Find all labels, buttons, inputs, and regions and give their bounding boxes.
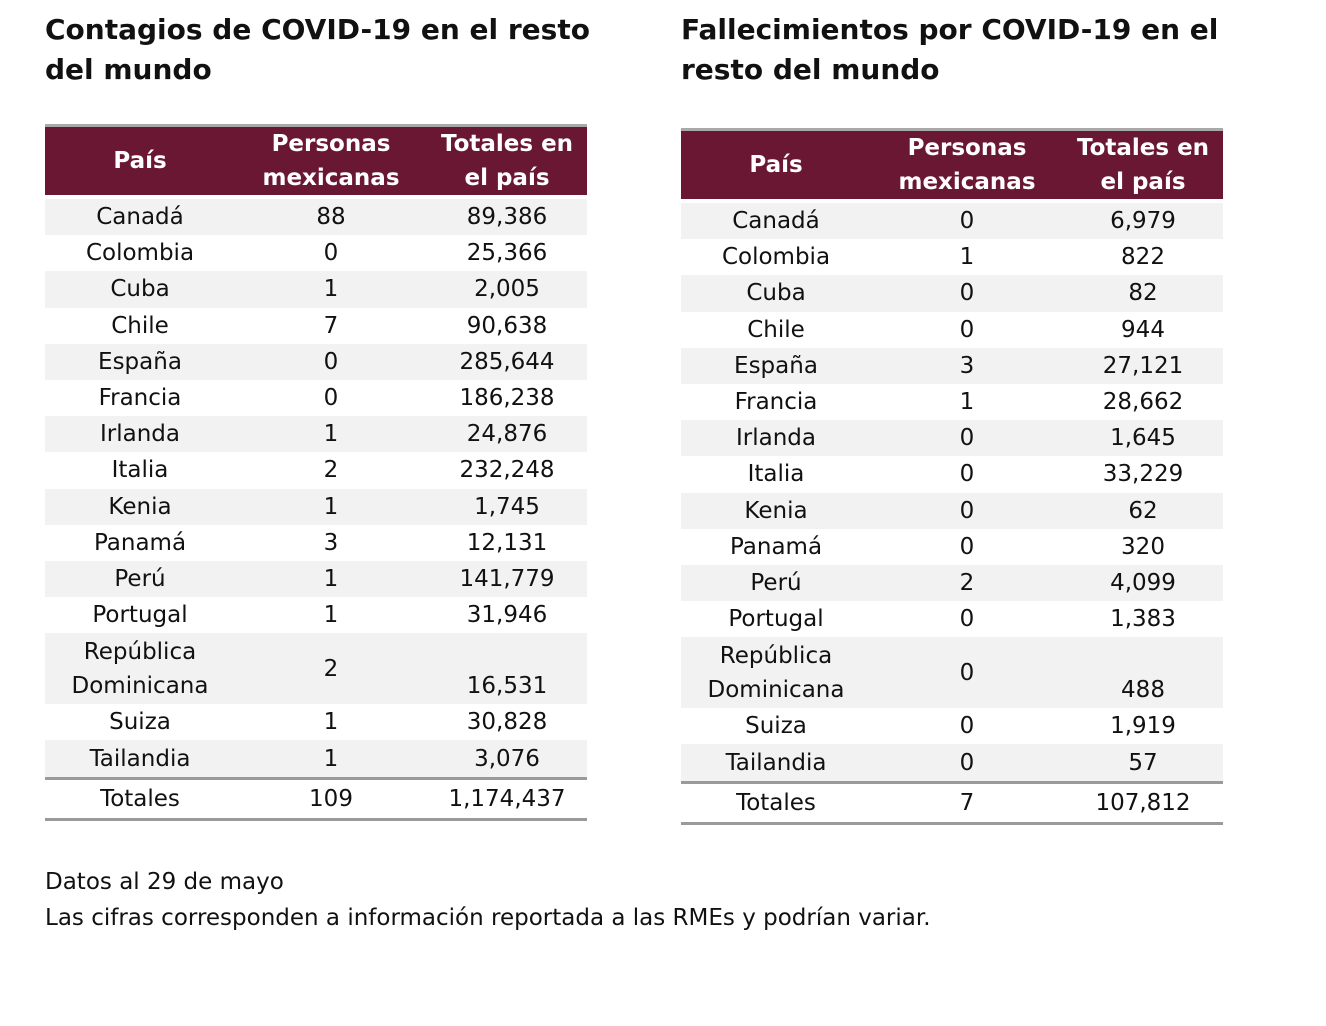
fallecimientos-table [681, 128, 1223, 825]
country-cell: Tailandia [681, 744, 871, 782]
data-date-note: Datos al 29 de mayo [45, 869, 284, 895]
country-cell: Perú [681, 565, 871, 601]
table-row [681, 239, 1223, 275]
country-cell: Cuba [681, 275, 871, 311]
country-cell: Italia [681, 456, 871, 492]
table-row [681, 708, 1223, 744]
personas-cell: 7 [235, 308, 427, 344]
table-row [45, 597, 587, 633]
personas-cell: 1 [235, 704, 427, 740]
table-row [45, 561, 587, 597]
table-row [45, 452, 587, 488]
personas-cell: 1 [871, 384, 1063, 420]
total-cell: 232,248 [427, 452, 587, 488]
total-cell: 16,531 [427, 633, 587, 704]
personas-cell: 1 [235, 271, 427, 307]
table-row [45, 525, 587, 561]
footnotes [45, 864, 1245, 936]
totals-row [45, 778, 587, 819]
total-cell: 944 [1063, 312, 1223, 348]
country-cell: Francia [681, 384, 871, 420]
personas-cell: 0 [871, 529, 1063, 565]
totals-row [681, 782, 1223, 823]
table-row [681, 312, 1223, 348]
contagios-title: Contagios de COVID-19 en el resto del mundo [45, 13, 590, 86]
table-row [45, 308, 587, 344]
contagios-table [45, 124, 587, 821]
table-row [45, 489, 587, 525]
table-row [45, 704, 587, 740]
personas-cell: 88 [235, 197, 427, 235]
personas-cell: 0 [871, 201, 1063, 239]
country-cell: Italia [45, 452, 235, 488]
personas-cell: 0 [235, 344, 427, 380]
totals-personas: 109 [235, 778, 427, 819]
table-row [681, 493, 1223, 529]
total-cell: 320 [1063, 529, 1223, 565]
header-personas-mexicanas: Personas mexicanas [235, 126, 427, 198]
personas-cell: 1 [235, 489, 427, 525]
table-header-row [45, 126, 587, 198]
total-cell: 25,366 [427, 235, 587, 271]
total-cell: 30,828 [427, 704, 587, 740]
total-cell: 6,979 [1063, 201, 1223, 239]
total-cell: 4,099 [1063, 565, 1223, 601]
personas-cell: 0 [871, 601, 1063, 637]
total-cell: 141,779 [427, 561, 587, 597]
table-row [45, 740, 587, 778]
country-cell: Tailandia [45, 740, 235, 778]
totals-personas: 7 [871, 782, 1063, 823]
total-cell: 24,876 [427, 416, 587, 452]
country-cell: Suiza [45, 704, 235, 740]
total-cell: 3,076 [427, 740, 587, 778]
totals-label: Totales [681, 782, 871, 823]
personas-cell: 0 [871, 420, 1063, 456]
total-cell: 488 [1063, 637, 1223, 708]
table-row [45, 380, 587, 416]
total-cell: 12,131 [427, 525, 587, 561]
country-cell: República Dominicana [45, 633, 235, 704]
country-cell: Irlanda [45, 416, 235, 452]
fallecimientos-title: Fallecimientos por COVID-19 en el resto del mundo [681, 13, 1219, 86]
total-cell: 1,919 [1063, 708, 1223, 744]
country-cell: Chile [45, 308, 235, 344]
table-row [681, 601, 1223, 637]
table-row [681, 744, 1223, 782]
header-personas-mexicanas: Personas mexicanas [871, 130, 1063, 202]
total-cell: 1,745 [427, 489, 587, 525]
personas-cell: 0 [871, 637, 1063, 708]
personas-cell: 0 [871, 744, 1063, 782]
total-cell: 822 [1063, 239, 1223, 275]
personas-cell: 1 [235, 561, 427, 597]
personas-cell: 3 [235, 525, 427, 561]
country-cell: España [681, 348, 871, 384]
table-row [681, 275, 1223, 311]
table-header-row [681, 130, 1223, 202]
total-cell: 82 [1063, 275, 1223, 311]
country-cell: Cuba [45, 271, 235, 307]
personas-cell: 0 [871, 456, 1063, 492]
country-cell: Chile [681, 312, 871, 348]
country-cell: Suiza [681, 708, 871, 744]
total-cell: 1,383 [1063, 601, 1223, 637]
total-cell: 186,238 [427, 380, 587, 416]
disclaimer-note: Las cifras corresponden a información reportada a las RMEs y podrían variar. [45, 905, 931, 931]
country-cell: Panamá [681, 529, 871, 565]
table-row [681, 420, 1223, 456]
totals-totales: 107,812 [1063, 782, 1223, 823]
table-row [681, 384, 1223, 420]
total-cell: 285,644 [427, 344, 587, 380]
personas-cell: 3 [871, 348, 1063, 384]
table-row [45, 416, 587, 452]
country-cell: Portugal [45, 597, 235, 633]
personas-cell: 1 [235, 740, 427, 778]
total-cell: 27,121 [1063, 348, 1223, 384]
personas-cell: 2 [871, 565, 1063, 601]
table-row [681, 348, 1223, 384]
personas-cell: 0 [235, 380, 427, 416]
country-cell: Canadá [45, 197, 235, 235]
totals-totales: 1,174,437 [427, 778, 587, 819]
country-cell: Kenia [681, 493, 871, 529]
country-cell: Portugal [681, 601, 871, 637]
personas-cell: 1 [235, 416, 427, 452]
country-cell: Perú [45, 561, 235, 597]
country-cell: República Dominicana [681, 637, 871, 708]
country-cell: Kenia [45, 489, 235, 525]
personas-cell: 1 [235, 597, 427, 633]
table-row [681, 201, 1223, 239]
table-row [45, 235, 587, 271]
table-row [681, 529, 1223, 565]
table-row [45, 197, 587, 235]
personas-cell: 0 [871, 493, 1063, 529]
personas-cell: 0 [871, 275, 1063, 311]
header-pais: País [45, 126, 235, 198]
header-totales-pais: Totales en el país [1063, 130, 1223, 202]
total-cell: 57 [1063, 744, 1223, 782]
country-cell: Irlanda [681, 420, 871, 456]
personas-cell: 0 [871, 312, 1063, 348]
total-cell: 90,638 [427, 308, 587, 344]
totals-label: Totales [45, 778, 235, 819]
table-row [45, 271, 587, 307]
country-cell: Panamá [45, 525, 235, 561]
table-row [681, 637, 1223, 708]
personas-cell: 1 [871, 239, 1063, 275]
country-cell: Francia [45, 380, 235, 416]
total-cell: 62 [1063, 493, 1223, 529]
table-row [681, 456, 1223, 492]
country-cell: Canadá [681, 201, 871, 239]
table-row [45, 344, 587, 380]
country-cell: España [45, 344, 235, 380]
total-cell: 28,662 [1063, 384, 1223, 420]
country-cell: Colombia [681, 239, 871, 275]
table-row [681, 565, 1223, 601]
personas-cell: 2 [235, 452, 427, 488]
total-cell: 1,645 [1063, 420, 1223, 456]
personas-cell: 0 [871, 708, 1063, 744]
country-cell: Colombia [45, 235, 235, 271]
total-cell: 2,005 [427, 271, 587, 307]
table-row [45, 633, 587, 704]
total-cell: 31,946 [427, 597, 587, 633]
header-pais: País [681, 130, 871, 202]
total-cell: 89,386 [427, 197, 587, 235]
total-cell: 33,229 [1063, 456, 1223, 492]
header-totales-pais: Totales en el país [427, 126, 587, 198]
personas-cell: 2 [235, 633, 427, 704]
personas-cell: 0 [235, 235, 427, 271]
